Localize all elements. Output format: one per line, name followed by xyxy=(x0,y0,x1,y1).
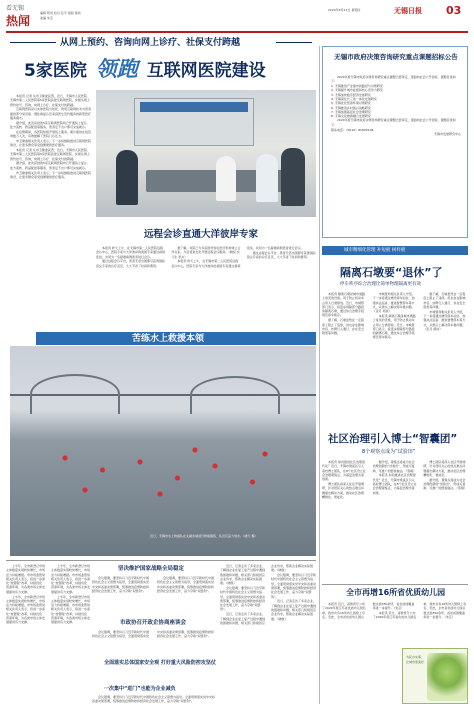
ad-box xyxy=(402,648,468,704)
notice-item: 1. 无锡推进产业强市的路径与对策研究 xyxy=(331,84,383,89)
community-subhead: 8个观察点成为“试验田” xyxy=(362,449,416,455)
notice-footer: 联系电话：（0510）81820108 xyxy=(331,127,374,132)
feature-tag: 城市精细化管理 补短板 树样板 xyxy=(344,247,406,253)
notice-body: 2020年度无锡市政府决策咨询研究重点课题已经审定，现面向社会公开招标，课题目录如下： 1. 无锡推进产业强市的路径与对策研究 2. 无锡提升城市能级和核心竞争力研究 3. 无锡加快数字经济发展研究 4. 无锡深化长三角一体化发展研究 5. 无锡优化营商环境对策研究 6. 无锡推进乡村振兴战略研究 7. 无锡加强基层社会治理研究 8. 无锡文化旅游融合发展研究 2020年度无锡市政府决策咨询研究重点课题已经审定，现面向社会公开招标，课题目录如下： 联系电话：（0510）81820108 无锡市发展研究中心 xyxy=(331,75,461,136)
editor-credits-2: 美编 朱芸 xyxy=(40,16,53,20)
feature-subhead: 停车秩序综合治理比简单物理隔离更有效 xyxy=(340,282,421,287)
notice-item: 7. 无锡加强基层社会治理研究 xyxy=(331,109,371,114)
lead-kicker-rule xyxy=(10,42,56,43)
lead-headline-em: 领跑 xyxy=(95,57,138,81)
column-divider xyxy=(319,46,320,704)
bottom-mid-headline-3: 全面落实总体国家安全观 打好重大风险防控攻坚仗 xyxy=(104,660,216,666)
page-number: 03 xyxy=(446,4,462,17)
bottom-right-body: 近日，记者走访了多家企业，了解到企业在复工复产过程中遇到的困难和问题，相关部门积极回应企业诉求，帮助企业解决实际困难。（晓航） 会议强调，要坚持以习近平新时代中国特色社会主义思想为指导，全面贯彻落实党中央和省委决策部署，统筹推进疫情防控和经济社会发展工作，奋力夺取“双胜利”。 近日，记者走访了多家企业，了解到企业在复工复产过程中遇到的困难和问题，相关部门积极回应企业诉求，帮助企业解决实际困难。（晓航） 会议强调，要坚持以习近平新时代中国特色社会主义思想为指导，全面贯彻落实党中央和省委决策部署，统筹推进疫情防控和经济社会发展工作，奋力夺取“双胜利”。 近日，记者走访了多家企业，了解到企业在复工复产过程中遇到的困难和问题，相关部门积极回应企业诉求，帮助企业解决实际困难。（晓航） xyxy=(220,564,316,625)
feature-headline: 隔离石墩要“退休”了 xyxy=(340,266,443,279)
bottom-left-body: 上半年，全市新登记市场主体数量实现较快增长，市场活力持续增强。市市场监管局相关负责人表示，将进一步深化“放管服”改革，持续优化营商环境，为各类市场主体发展提供有力支撑。 上半年，全市新登记市场主体数量实现较快增长，市场活力持续增强。市市场监管局相关负责人表示，将进一步深化“放管服”改革，持续优化营商环境，为各类市场主体发展提供有力支撑。 上半年，全市新登记市场主体数量实现较快增长，市场活力持续增强。市市场监管局相关负责人表示，将进一步深化“放管服”改革，持续优化营商环境，为各类市场主体发展提供有力支撑。 上半年，全市新登记市场主体数量实现较快增长，市场活力持续增强。市市场监管局相关负责人表示，将进一步深化“放管服”改革，持续优化营商环境，为各类市场主体发展提供有力支撑。 xyxy=(6,564,90,625)
notice-item: 5. 无锡优化营商环境对策研究 xyxy=(331,101,371,106)
photo-swimmers xyxy=(40,434,290,514)
lead-kicker: 从网上预约、咨询向网上诊疗、社保支付跨越 xyxy=(60,38,241,48)
bottom-mid-body-2: 会议强调，要坚持以习近平新时代中国特色社会主义思想为指导，全面贯彻落实党中央和省委决策部署，统筹推进疫情防控和经济社会发展工作，奋力夺取“双胜利”。 xyxy=(92,630,215,639)
feature-tag-banner xyxy=(322,246,468,255)
notice-item: 4. 无锡深化长三角一体化发展研究 xyxy=(331,96,377,101)
paper-logo: 无锡日报 xyxy=(394,6,422,15)
bottom-mid-headline-1: 坚决维护国家战略全局稳定 xyxy=(118,566,185,572)
schools-body: 本报讯 近日，省教育厅公布了2020年度江苏省优质幼儿园名单，我市共有16所幼儿园榜上有名。至此，全市省优质幼儿园总数达到350余所，省优质园覆盖率进一步提升。（朱芸） 本报讯 近日，省教育厅公布了2020年度江苏省优质幼儿园名单，我市共有16所幼儿园榜上有名。至此，全市省优质幼儿园总数达到350余所，省优质园覆盖率进一步提升。（朱芸） xyxy=(322,602,467,620)
lead-photo xyxy=(96,90,316,217)
notice-item: 2. 无锡提升城市能级和核心竞争力研究 xyxy=(331,88,383,93)
lead-photo-subhead: 远程会诊直通大洋彼岸专家 xyxy=(144,229,259,240)
lead-kicker-rule-right xyxy=(276,42,312,43)
photo-person xyxy=(216,156,236,201)
bottom-mid-headline-4: 一次集中“进门”也能为企业减负 xyxy=(104,686,176,692)
schools-rule xyxy=(322,584,468,585)
masthead-rule xyxy=(6,31,468,33)
community-headline: 社区治理引入博士“智囊团” xyxy=(328,433,458,445)
photo-person xyxy=(116,150,138,205)
date-line: 2020年8月27日 星期四 xyxy=(328,8,361,12)
notice-title: 无锡市政府决策咨询研究重点课题招标公告 xyxy=(334,53,458,61)
lead-headline-pre: 5家医院 xyxy=(24,61,87,81)
sports-photo xyxy=(10,346,316,556)
ad-illustration xyxy=(427,653,467,701)
section-label-small: 看无锡 xyxy=(6,5,25,12)
community-body: 本报讯 如何推进社区治理现代化？近日，无锡市梁溪区引入高校博士团队，在8个社区设立社会治理观察点，为基层治理出谋划策。 博士团队将深入社区开展调研，针对居民关心的热点难点问题提出解决方案，推动社区治理精细化、智能化。 据介绍，观察点将成为社会治理创新的“试验田”，形成可复制、可推广的经验做法。（蔡炯） 本报讯 如何推进社区治理现代化？近日，无锡市梁溪区引入高校博士团队，在8个社区设立社会治理观察点，为基层治理出谋划策。 博士团队将深入社区开展调研，针对居民关心的热点难点问题提出解决方案，推动社区治理精细化、智能化。 据介绍，观察点将成为社会治理创新的“试验田”，形成可复制、可推广的经验做法。（蔡炯） xyxy=(322,460,467,499)
lead-headline xyxy=(24,55,314,83)
photo-person xyxy=(281,148,305,206)
photo-person xyxy=(256,154,278,202)
notice-item: 6. 无锡推进乡村振兴战略研究 xyxy=(331,105,371,110)
photo-screen-banner xyxy=(140,102,248,112)
notice-item: 3. 无锡加快数字经济发展研究 xyxy=(331,92,371,97)
schools-headline: 全市再增16所省优质幼儿园 xyxy=(346,588,446,597)
lead-sub-body: 本报讯 昨天上午，在无锡市第二人民医院远程会诊中心，医院专家与大洋彼岸的美国专家通过视频连线，共同为一名疑难病例患者进行会诊。 通过远程会诊平台，患者无需出国即可获得国际顶尖专家的诊疗意见，大大节省了时间和费用。 据了解，该院已与多家国外知名医疗机构建立合作关系，今后将常态化开展远程会诊服务。（晓恒 实习生 李卉） 本报讯 昨天上午，在无锡市第二人民医院远程会诊中心，医院专家与大洋彼岸的美国专家通过视频连线，共同为一名疑难病例患者进行会诊。 通过远程会诊平台，患者无需出国即可获得国际顶尖专家的诊疗意见，大大节省了时间和费用。 xyxy=(96,246,316,268)
photo-bridge-arch xyxy=(190,376,280,414)
notice-issuer: 无锡市发展研究中心 xyxy=(433,131,461,136)
lead-body: 本报讯 记者 从市卫健委获悉，近日，无锡市人民医院、无锡市第二人民医院等5家医院获批互联网医院，实现从网上预约挂号、咨询，向网上诊疗、社保支付的跨越。 互联网医院是以实体医院为依托，利用互联网技术为患者提供部分常见病、慢性病复诊及家庭医生签约服务的新型医疗服务模式。 据介绍，此次获批的5家互联网医院均已开通线上复诊、处方流转、药品配送等服务，患者足不出户即可完成就诊。 在疫情期间，各医院积极开展线上服务，累计提供在线咨询数万人次，有效缓解了医院门诊压力。 市卫健委相关负责人表示，下一步将继续推进互联网医院建设，让更多群众享受到便捷的医疗服务。 本报讯 记者 从市卫健委获悉，近日，无锡市人民医院、无锡市第二人民医院等5家医院获批互联网医院，实现从网上预约挂号、咨询，向网上诊疗、社保支付的跨越。 据介绍，此次获批的5家互联网医院均已开通线上复诊、处方流转、药品配送等服务，患者足不出户即可完成就诊。 市卫健委相关负责人表示，下一步将继续推进互联网医院建设，让更多群众享受到便捷的医疗服务。 xyxy=(10,94,92,179)
editor-credits: 编辑 陈悦 校对 张平 组版 蒋鸿 xyxy=(40,11,81,15)
photo-bridge-arch xyxy=(30,374,120,414)
bottom-mid-body-1: 会议强调，要坚持以习近平新时代中国特色社会主义思想为指导，全面贯彻落实党中央和省委决策部署，统筹推进疫情防控和经济社会发展工作，奋力夺取“双胜利”。 会议强调，要坚持以习近平新时代中国特色社会主义思想为指导，全面贯彻落实党中央和省委决策部署，统筹推进疫情防控和经济社会发展工作，奋力夺取“双胜利”。 xyxy=(92,576,215,593)
lead-headline-post: 互联网医院建设 xyxy=(146,61,266,81)
sports-banner xyxy=(36,332,316,345)
section-label: 热闻 xyxy=(6,14,31,28)
notice-box xyxy=(322,46,468,238)
masthead xyxy=(6,3,468,29)
bottom-rule xyxy=(6,560,316,561)
bottom-mid-headline-2: 市政协召开政企协商座谈会 xyxy=(120,620,187,626)
notice-item: 8. 无锡文化旅游融合发展研究 xyxy=(331,114,371,119)
ad-text: 为民办实事，让城市更美好 xyxy=(406,655,425,664)
bottom-mid-body-4: 会议强调，要坚持以习近平新时代中国特色社会主义思想为指导，全面贯彻落实党中央和省委决策部署，统筹推进疫情防控和经济社会发展工作，奋力夺取“双胜利”。 xyxy=(92,695,216,704)
sports-title: 苦练水上救援本领 xyxy=(132,334,205,344)
sports-caption: 近日，无锡市水上救援队在太湖水域进行救援演练，队员们奋力划水。（晓天 摄） xyxy=(150,534,258,538)
feature-body: 本报讯 隔离石墩是城市道路上常见的设施，用于防止机动车占用人行道停放。近日，市城管部门表示，将逐步拆除部分路段的隔离石墩，通过综合治理手段规范停车秩序。 据了解，石墩虽然在一定程度上阻止了违停，但也存在影响市容、妨碍行人通行、存在安全隐患等问题。 市城管局相关负责人介绍，下一步将通过增设停车泊位、加强执法巡查、推进智慧停车等方式，从源头上解决停车难问题。（张月 胡岚） 本报讯 隔离石墩是城市道路上常见的设施，用于防止机动车占用人行道停放。近日，市城管部门表示，将逐步拆除部分路段的隔离石墩，通过综合治理手段规范停车秩序。 据了解，石墩虽然在一定程度上阻止了违停，但也存在影响市容、妨碍行人通行、存在安全隐患等问题。 市城管局相关负责人介绍，下一步将通过增设停车泊位、加强执法巡查、推进智慧停车等方式，从源头上解决停车难问题。（张月 胡岚） xyxy=(322,292,466,340)
